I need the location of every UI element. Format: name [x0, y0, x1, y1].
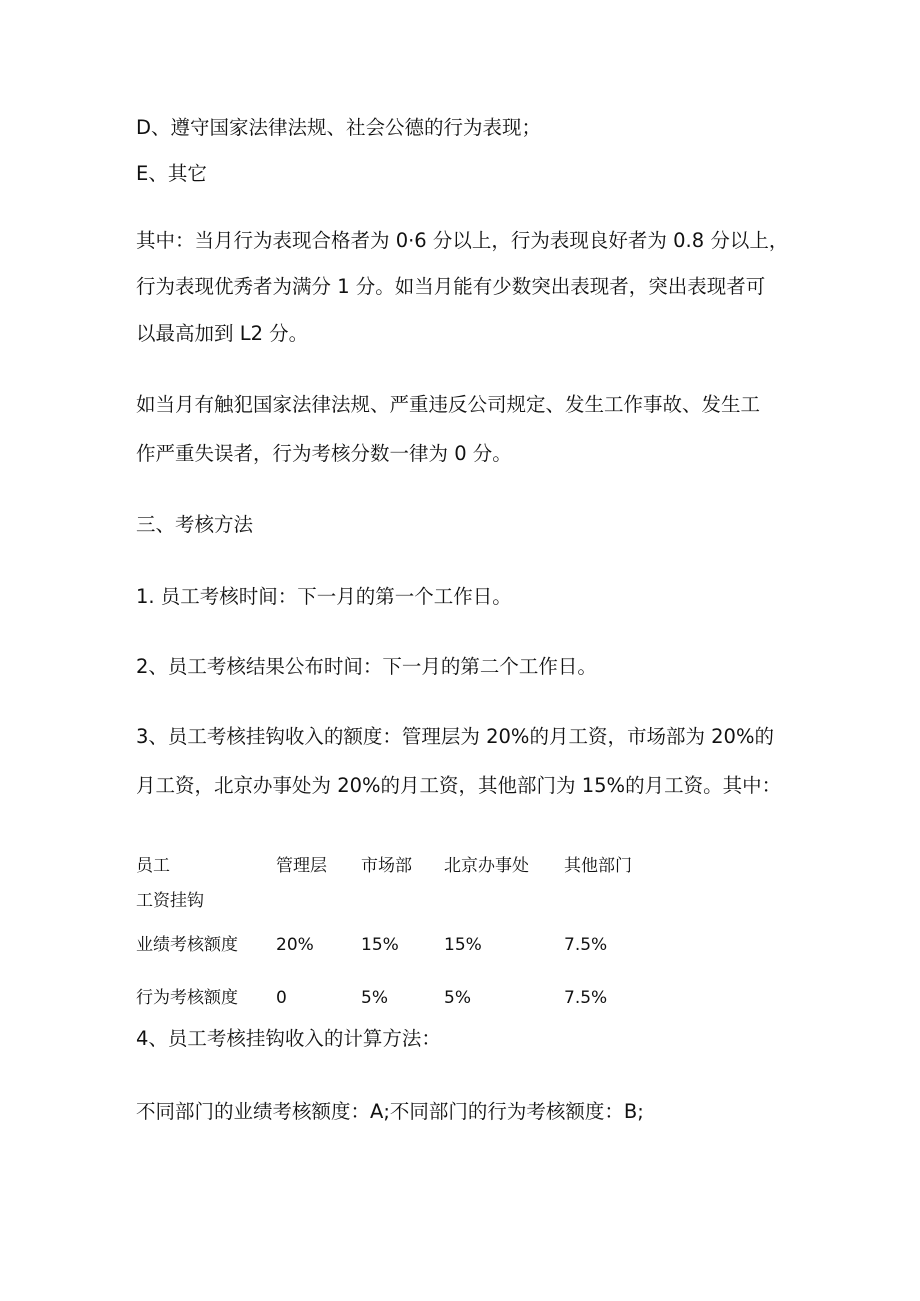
paragraph-3-line2: 月工资，北京办事处为 20%的月工资，其他部门为 15%的月工资。其中： — [136, 774, 782, 797]
table-header: 其他部门 — [564, 856, 632, 876]
table-header: 北京办事处 — [444, 856, 529, 876]
table-row-label: 业绩考核额度 — [136, 935, 238, 955]
table-corner-bottom: 工资挂钩 — [136, 891, 204, 911]
table-corner-top: 员工 — [136, 856, 170, 876]
table-cell: 7.5% — [564, 935, 608, 955]
table-cell: 15% — [444, 935, 482, 955]
table-row-label: 行为考核额度 — [136, 988, 238, 1008]
table-cell: 7.5% — [564, 988, 608, 1008]
table-cell: 15% — [361, 935, 399, 955]
paragraph-4: 4、员工考核挂钩收入的计算方法： — [136, 1027, 441, 1050]
table-cell: 20% — [276, 935, 314, 955]
table-cell: 5% — [361, 988, 388, 1008]
note1-line1: 其中：当月行为表现合格者为 0·6 分以上，行为表现良好者为 0.8 分以上， — [136, 229, 789, 252]
note1-line3: 以最高加到 L2 分。 — [136, 322, 309, 345]
paragraph-1: 1. 员工考核时间：下一月的第一个工作日。 — [136, 585, 512, 608]
note2-line2: 作严重失误者，行为考核分数一律为 0 分。 — [136, 442, 512, 465]
paragraph-3-line1: 3、员工考核挂钩收入的额度：管理层为 20%的月工资，市场部为 20%的 — [136, 725, 774, 748]
table-header: 市场部 — [361, 856, 412, 876]
paragraph-2: 2、员工考核结果公布时间：下一月的第二个工作日。 — [136, 655, 597, 678]
item-d: D、遵守国家法律法规、社会公德的行为表现； — [136, 116, 542, 139]
paragraph-5: 不同部门的业绩考核额度：A;不同部门的行为考核额度：B; — [136, 1100, 644, 1123]
note2-line1: 如当月有触犯国家法律法规、严重违反公司规定、发生工作事故、发生工 — [136, 393, 761, 416]
note1-line2: 行为表现优秀者为满分 1 分。如当月能有少数突出表现者，突出表现者可 — [136, 275, 766, 298]
section-heading: 三、考核方法 — [136, 513, 254, 536]
item-e: E、其它 — [136, 162, 207, 185]
table-header: 管理层 — [276, 856, 327, 876]
table-cell: 5% — [444, 988, 471, 1008]
table-cell: 0 — [276, 988, 287, 1008]
